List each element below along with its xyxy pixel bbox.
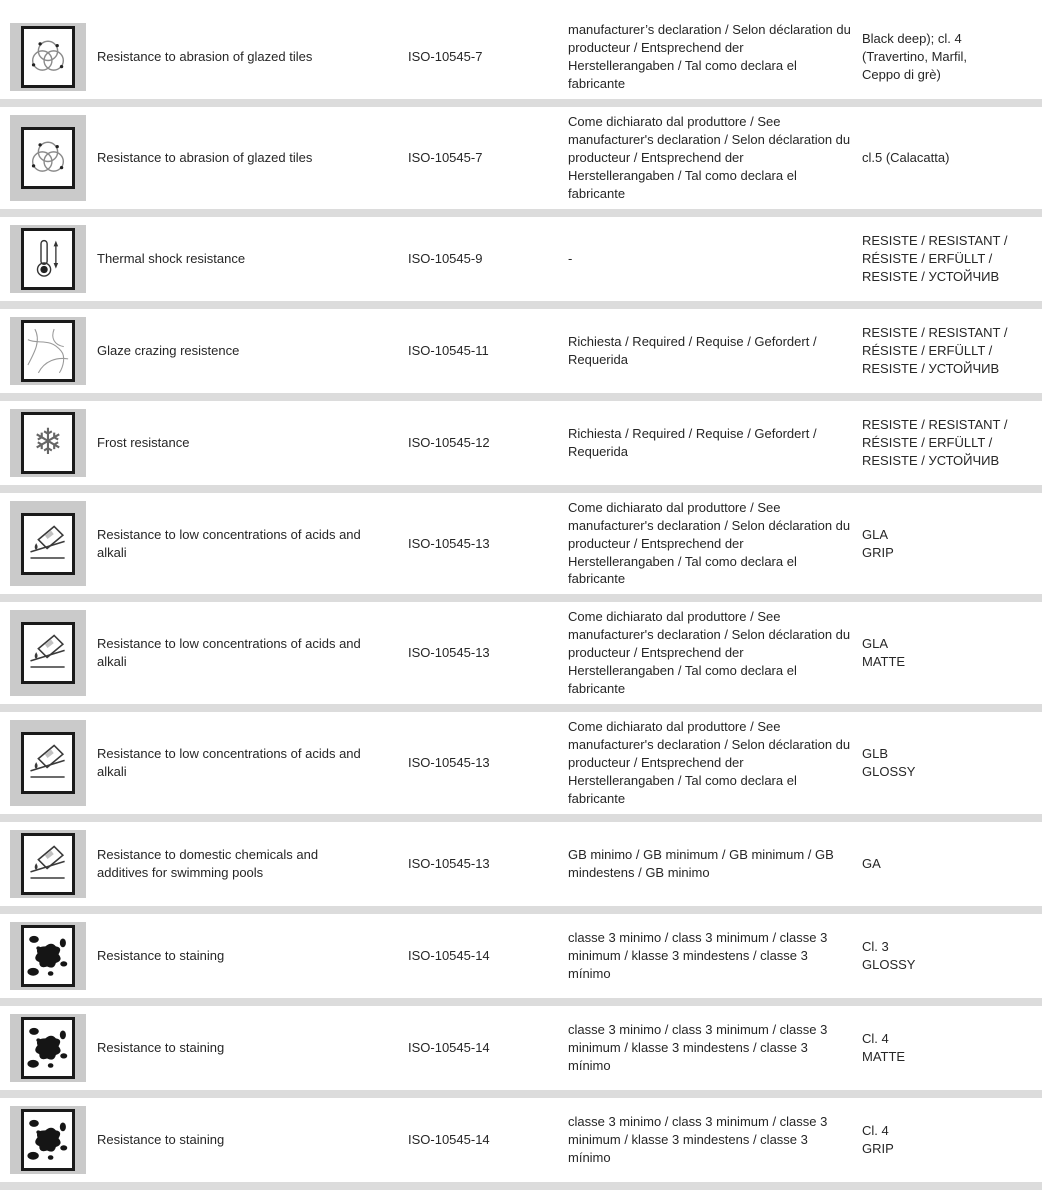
standard-code: ISO-10545-13 xyxy=(408,645,490,661)
value-line: (Travertino, Marfil, xyxy=(862,49,967,65)
requirement-text: manufacturer’s declaration / Selon déclaration du producteur / Entsprechend der Herstellerangaben / Tal como declara el fabricante xyxy=(568,22,851,91)
property-name: Resistance to abrasion of glazed tiles xyxy=(97,149,313,165)
value-text xyxy=(862,855,1035,873)
requirement-text: classe 3 minimo / class 3 minimum / classe 3 minimum / klasse 3 mindestens / classe 3 mínimo xyxy=(568,1113,828,1165)
table-row xyxy=(10,401,1035,485)
value-line: RESISTE / RESISTANT / xyxy=(862,232,1008,248)
value-line: GLA xyxy=(862,526,889,542)
icon-cell xyxy=(10,501,86,587)
row-separator xyxy=(0,301,1042,309)
abrasion-icon xyxy=(21,26,75,88)
table-row xyxy=(10,1098,1035,1182)
stain-icon xyxy=(21,925,75,987)
acid-drop-icon xyxy=(21,622,75,684)
acid-drop-icon xyxy=(21,513,75,575)
standard-code: ISO-10545-14 xyxy=(408,947,490,963)
value-text xyxy=(862,1122,1035,1158)
row-separator xyxy=(0,906,1042,914)
table-row xyxy=(10,217,1035,301)
requirement-text: Richiesta / Required / Requise / Gefordert / Requerida xyxy=(568,333,817,367)
row-separator xyxy=(0,209,1042,217)
value-line: RÉSISTE / ERFÜLLT / xyxy=(862,434,993,450)
icon-cell xyxy=(10,720,86,806)
row-separator xyxy=(0,1182,1042,1190)
property-name: Glaze crazing resistence xyxy=(97,342,240,358)
standard-code: ISO-10545-9 xyxy=(408,250,483,266)
property-name: Resistance to low concentrations of acids and alkali xyxy=(97,745,361,779)
spec-table xyxy=(10,15,1035,1190)
requirement-text: classe 3 minimo / class 3 minimum / classe 3 minimum / klasse 3 mindestens / classe 3 mínimo xyxy=(568,1021,828,1073)
table-row xyxy=(10,15,1035,99)
value-line: GLOSSY xyxy=(862,956,916,972)
value-line: GRIP xyxy=(862,544,894,560)
requirement-text: Come dichiarato dal produttore / See manufacturer's declaration / Selon déclaration du producteur / Entsprechend der Herstellerangaben / Tal como declara el fabricante xyxy=(568,609,851,697)
property-name: Thermal shock resistance xyxy=(97,250,246,266)
icon-cell xyxy=(10,225,86,293)
property-name: Resistance to staining xyxy=(97,947,225,963)
property-name: Resistance to low concentrations of acids and alkali xyxy=(97,636,361,670)
requirement-text: - xyxy=(568,250,573,266)
value-line: RESISTE / УСТОЙЧИВ xyxy=(862,360,1000,376)
standard-code: ISO-10545-13 xyxy=(408,855,490,871)
value-line: RESISTE / RESISTANT / xyxy=(862,416,1008,432)
value-line: RÉSISTE / ERFÜLLT / xyxy=(862,342,993,358)
value-text xyxy=(862,526,1035,562)
icon-cell xyxy=(10,610,86,696)
icon-cell xyxy=(10,1106,86,1174)
value-text xyxy=(862,232,1035,286)
table-row xyxy=(10,107,1035,209)
row-separator xyxy=(0,1090,1042,1098)
property-name: Frost resistance xyxy=(97,434,190,450)
table-row xyxy=(10,602,1035,704)
value-line: Ceppo di grè) xyxy=(862,66,941,82)
standard-code: ISO-10545-11 xyxy=(408,342,489,358)
stain-icon xyxy=(21,1109,75,1171)
table-row xyxy=(10,712,1035,814)
value-text xyxy=(862,30,1035,84)
property-name: Resistance to staining xyxy=(97,1039,225,1055)
stain-icon xyxy=(21,1017,75,1079)
acid-drop-icon xyxy=(21,732,75,794)
property-name: Resistance to staining xyxy=(97,1131,225,1147)
value-line: RESISTE / УСТОЙЧИВ xyxy=(862,268,1000,284)
value-line: MATTE xyxy=(862,654,906,670)
standard-code: ISO-10545-14 xyxy=(408,1039,490,1055)
value-line: cl.5 (Calacatta) xyxy=(862,149,950,165)
value-line: RÉSISTE / ERFÜLLT / xyxy=(862,250,993,266)
requirement-text: GB minimo / GB minimum / GB minimum / GB mindestens / GB minimo xyxy=(568,846,834,880)
value-text xyxy=(862,149,1035,167)
value-line: GA xyxy=(862,855,881,871)
table-row xyxy=(10,309,1035,393)
icon-cell xyxy=(10,922,86,990)
value-line: Cl. 3 xyxy=(862,938,889,954)
thermal-shock-icon xyxy=(21,228,75,290)
row-separator xyxy=(0,99,1042,107)
value-line: GLB xyxy=(862,745,889,761)
standard-code: ISO-10545-14 xyxy=(408,1131,490,1147)
value-line: GLA xyxy=(862,636,889,652)
icon-cell xyxy=(10,115,86,201)
requirement-text: Come dichiarato dal produttore / See manufacturer's declaration / Selon déclaration du producteur / Entsprechend der Herstellerangaben / Tal como declara el fabricante xyxy=(568,499,851,587)
row-separator xyxy=(0,704,1042,712)
icon-cell xyxy=(10,317,86,385)
table-row xyxy=(10,822,1035,906)
glaze-crazing-icon xyxy=(21,320,75,382)
value-text xyxy=(862,1030,1035,1066)
value-text xyxy=(862,635,1035,671)
table-row xyxy=(10,914,1035,998)
requirement-text: Come dichiarato dal produttore / See manufacturer's declaration / Selon déclaration du producteur / Entsprechend der Herstellerangaben / Tal como declara el fabricante xyxy=(568,719,851,806)
requirement-text: classe 3 minimo / class 3 minimum / classe 3 minimum / klasse 3 mindestens / classe 3 mínimo xyxy=(568,929,828,981)
standard-code: ISO-10545-7 xyxy=(408,49,483,65)
standard-code: ISO-10545-7 xyxy=(408,149,483,165)
row-separator xyxy=(0,998,1042,1006)
value-line: Black deep); cl. 4 xyxy=(862,31,962,47)
value-text xyxy=(862,938,1035,974)
value-text xyxy=(862,324,1035,378)
row-separator xyxy=(0,814,1042,822)
value-line: RESISTE / RESISTANT / xyxy=(862,324,1008,340)
standard-code: ISO-10545-13 xyxy=(408,754,490,770)
row-separator xyxy=(0,485,1042,493)
value-line: Cl. 4 xyxy=(862,1030,889,1046)
table-row xyxy=(10,1006,1035,1090)
property-name: Resistance to abrasion of glazed tiles xyxy=(97,49,313,65)
frost-icon: ❄ xyxy=(21,412,75,474)
value-line: MATTE xyxy=(862,1048,906,1064)
row-separator xyxy=(0,594,1042,602)
icon-cell xyxy=(10,1014,86,1082)
value-text xyxy=(862,745,1035,781)
acid-drop-icon xyxy=(21,833,75,895)
value-line: GRIP xyxy=(862,1140,894,1156)
property-name: Resistance to low concentrations of acids and alkali xyxy=(97,526,361,560)
standard-code: ISO-10545-12 xyxy=(408,434,490,450)
abrasion-icon xyxy=(21,127,75,189)
icon-cell xyxy=(10,830,86,898)
standard-code: ISO-10545-13 xyxy=(408,535,490,551)
value-text xyxy=(862,416,1035,470)
icon-cell xyxy=(10,23,86,91)
icon-cell xyxy=(10,409,86,477)
property-name: Resistance to domestic chemicals and additives for swimming pools xyxy=(97,846,319,880)
row-separator xyxy=(0,393,1042,401)
table-row xyxy=(10,493,1035,595)
value-line: Cl. 4 xyxy=(862,1122,889,1138)
value-line: RESISTE / УСТОЙЧИВ xyxy=(862,452,1000,468)
requirement-text: Richiesta / Required / Requise / Gefordert / Requerida xyxy=(568,425,817,459)
requirement-text: Come dichiarato dal produttore / See manufacturer's declaration / Selon déclaration du producteur / Entsprechend der Herstellerangaben / Tal como declara el fabricante xyxy=(568,114,851,201)
value-line: GLOSSY xyxy=(862,763,916,779)
